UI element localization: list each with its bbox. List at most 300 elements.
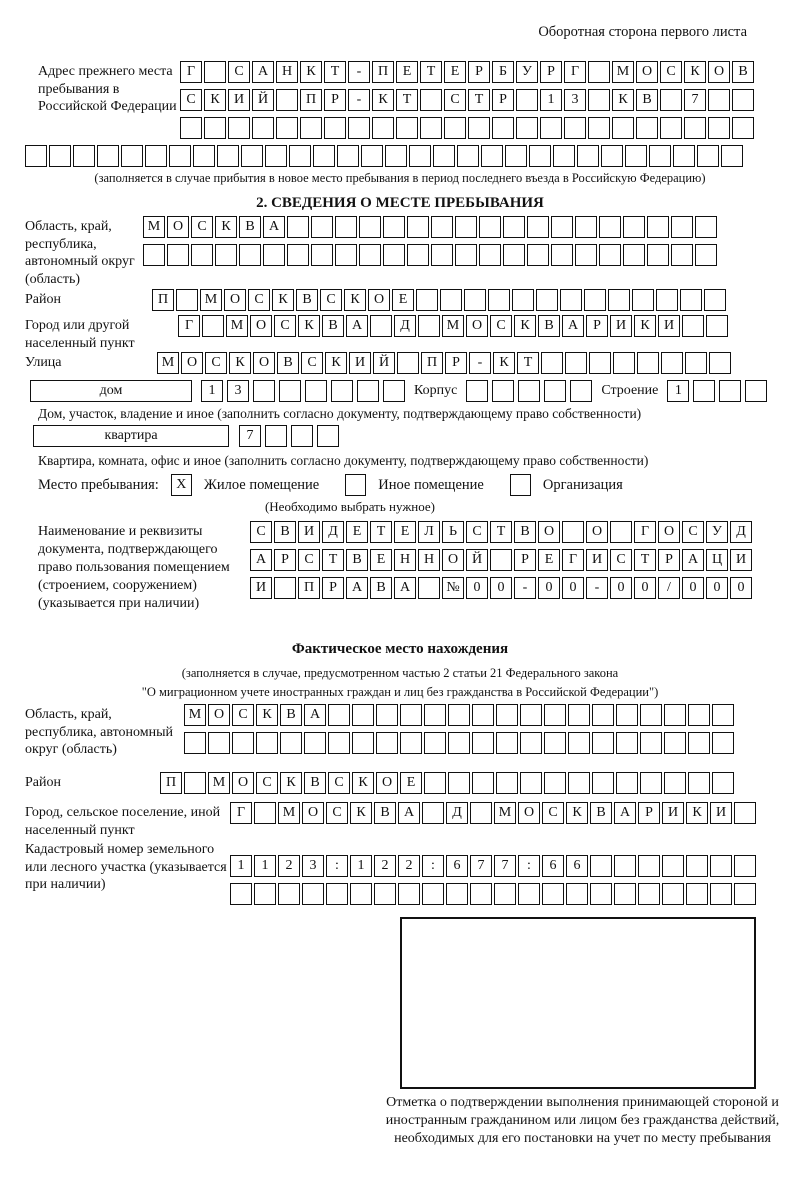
street-label: Улица (25, 355, 62, 370)
char-cell (734, 855, 756, 877)
char-cell: 0 (706, 577, 728, 599)
char-cell (424, 772, 446, 794)
char-cell (374, 883, 396, 905)
char-cell (276, 89, 298, 111)
char-cell: 0 (562, 577, 584, 599)
district-field (25, 289, 775, 311)
char-cell: - (586, 577, 608, 599)
char-cell (553, 145, 575, 167)
char-cell: Г (180, 61, 202, 83)
region-row-1 (143, 216, 717, 238)
char-cell: В (370, 577, 392, 599)
char-cell (568, 704, 590, 726)
char-cell: О (586, 521, 608, 543)
char-cell (317, 425, 339, 447)
char-cell: В (280, 704, 302, 726)
char-cell: С (320, 289, 342, 311)
char-cell: Н (276, 61, 298, 83)
apartment-box-label: квартира (104, 428, 158, 443)
char-cell: Е (394, 521, 416, 543)
prev-address-row-3 (180, 117, 754, 139)
char-cell (494, 883, 516, 905)
char-cell (202, 315, 224, 337)
char-cell (287, 216, 309, 238)
char-cell (420, 117, 442, 139)
char-cell (431, 244, 453, 266)
char-cell (239, 244, 261, 266)
char-cell (184, 772, 206, 794)
char-cell (73, 145, 95, 167)
actual-city-field (25, 802, 775, 839)
char-cell: № (442, 577, 464, 599)
char-cell (335, 244, 357, 266)
char-cell: А (394, 577, 416, 599)
char-cell (592, 772, 614, 794)
char-cell (25, 145, 47, 167)
char-cell: - (348, 61, 370, 83)
char-cell (734, 883, 756, 905)
char-cell (304, 732, 326, 754)
char-cell (496, 704, 518, 726)
actual-location-title: Фактическое место нахождения (291, 641, 509, 657)
char-cell (420, 89, 442, 111)
char-cell: В (277, 352, 299, 374)
char-cell: М (200, 289, 222, 311)
char-cell (640, 704, 662, 726)
char-cell (49, 145, 71, 167)
actual-region-label: Область, край, республика, автономный округ (область) (25, 707, 174, 757)
char-cell: В (274, 521, 296, 543)
char-cell: 0 (490, 577, 512, 599)
char-cell (279, 380, 301, 402)
char-cell (516, 117, 538, 139)
char-cell (230, 883, 252, 905)
char-cell (472, 732, 494, 754)
char-cell (664, 732, 686, 754)
char-cell: С (205, 352, 227, 374)
char-cell: 7 (239, 425, 261, 447)
char-cell (326, 883, 348, 905)
char-cell: И (586, 549, 608, 571)
stay-type-label: Место пребывания: (38, 476, 159, 493)
char-cell (637, 352, 659, 374)
char-cell (376, 732, 398, 754)
char-cell: И (349, 352, 371, 374)
char-cell (712, 772, 734, 794)
char-cell: И (730, 549, 752, 571)
char-cell (710, 883, 732, 905)
char-cell (492, 380, 514, 402)
cadastre-field (25, 839, 775, 911)
char-cell (656, 289, 678, 311)
char-cell (570, 380, 592, 402)
char-cell: К (204, 89, 226, 111)
char-cell (527, 244, 549, 266)
checkbox-residential-mark: X (176, 477, 187, 492)
char-cell: Т (322, 549, 344, 571)
char-cell (376, 704, 398, 726)
char-cell: И (658, 315, 680, 337)
char-cell (686, 855, 708, 877)
char-cell: Т (634, 549, 656, 571)
char-cell (704, 289, 726, 311)
char-cell (217, 145, 239, 167)
char-cell: А (398, 802, 420, 824)
char-cell: В (346, 549, 368, 571)
char-cell: Е (400, 772, 422, 794)
char-cell (265, 145, 287, 167)
char-cell: Д (394, 315, 416, 337)
char-cell: С (191, 216, 213, 238)
char-cell (479, 244, 501, 266)
char-cell (590, 855, 612, 877)
apartment-cells (239, 425, 339, 447)
char-cell (664, 704, 686, 726)
char-cell (516, 89, 538, 111)
char-cell: О (538, 521, 560, 543)
char-cell: 6 (566, 855, 588, 877)
char-cell (324, 117, 346, 139)
char-cell (562, 521, 584, 543)
char-cell: О (708, 61, 730, 83)
char-cell (176, 289, 198, 311)
char-cell (311, 244, 333, 266)
char-cell (359, 216, 381, 238)
char-cell: 6 (542, 855, 564, 877)
apartment-box (33, 425, 229, 447)
cadastre-row-1 (230, 855, 756, 877)
char-cell: И (250, 577, 272, 599)
char-cell (169, 145, 191, 167)
char-cell (623, 244, 645, 266)
actual-district-field (25, 772, 775, 794)
char-cell (350, 883, 372, 905)
char-cell: 1 (540, 89, 562, 111)
stamp-caption: Отметка о подтверждении выполнения принимающей стороной и иностранным гражданином или лицом без гражданства действий, необходимых для его постановки на учет по месту пребывания (385, 1095, 780, 1146)
char-cell: С (542, 802, 564, 824)
char-cell: У (516, 61, 538, 83)
char-cell: О (518, 802, 540, 824)
char-cell (466, 380, 488, 402)
document-row-2 (250, 549, 752, 571)
char-cell (433, 145, 455, 167)
char-cell: О (658, 521, 680, 543)
char-cell (520, 772, 542, 794)
char-cell: 0 (466, 577, 488, 599)
char-cell: Р (274, 549, 296, 571)
char-cell: 1 (254, 855, 276, 877)
char-cell: К (215, 216, 237, 238)
stay-type-row (25, 474, 775, 496)
char-cell: Е (538, 549, 560, 571)
char-cell (647, 244, 669, 266)
char-cell (455, 216, 477, 238)
char-cell (287, 244, 309, 266)
char-cell: Г (230, 802, 252, 824)
char-cell (520, 732, 542, 754)
char-cell (418, 315, 440, 337)
char-cell (623, 216, 645, 238)
char-cell: Т (468, 89, 490, 111)
document-row-1 (250, 521, 752, 543)
prev-address-label: Адрес прежнего места пребывания в Российской Федерации (38, 64, 177, 114)
prev-address-note: (заполняется в случае прибытия в новое место пребывания в период последнего въезда в Российскую Федерацию) (94, 171, 706, 185)
char-cell (660, 89, 682, 111)
char-cell (383, 244, 405, 266)
prev-address-row-2 (180, 89, 754, 111)
char-cell (568, 772, 590, 794)
char-cell: К (298, 315, 320, 337)
char-cell: С (682, 521, 704, 543)
char-cell (601, 145, 623, 167)
char-cell: И (228, 89, 250, 111)
char-cell: М (208, 772, 230, 794)
char-cell: А (346, 315, 368, 337)
char-cell: О (250, 315, 272, 337)
char-cell (684, 117, 706, 139)
char-cell: С (248, 289, 270, 311)
char-cell: Д (322, 521, 344, 543)
char-cell (184, 732, 206, 754)
char-cell (612, 117, 634, 139)
char-cell (664, 772, 686, 794)
char-cell: К (280, 772, 302, 794)
char-cell (398, 883, 420, 905)
section2-title: 2. СВЕДЕНИЯ О МЕСТЕ ПРЕБЫВАНИЯ (256, 195, 544, 211)
char-cell: Р (514, 549, 536, 571)
char-cell (145, 145, 167, 167)
char-cell (682, 315, 704, 337)
char-cell (472, 704, 494, 726)
korpus-cells (466, 380, 592, 402)
char-cell (732, 117, 754, 139)
region-row-2 (143, 244, 717, 266)
char-cell: В (732, 61, 754, 83)
char-cell: Д (730, 521, 752, 543)
char-cell: В (322, 315, 344, 337)
char-cell: К (612, 89, 634, 111)
actual-city-label: Город, сельское поселение, иной населенный пункт (25, 805, 221, 838)
char-cell: О (376, 772, 398, 794)
char-cell (662, 855, 684, 877)
char-cell: К (514, 315, 536, 337)
char-cell: 0 (538, 577, 560, 599)
char-cell: С (660, 61, 682, 83)
char-cell (302, 883, 324, 905)
char-cell (208, 732, 230, 754)
char-cell: 0 (634, 577, 656, 599)
char-cell: К (272, 289, 294, 311)
char-cell (518, 380, 540, 402)
char-cell (372, 117, 394, 139)
char-cell (143, 244, 165, 266)
char-cell: К (229, 352, 251, 374)
char-cell (697, 145, 719, 167)
char-cell: Г (634, 521, 656, 543)
char-cell (385, 145, 407, 167)
char-cell (695, 244, 717, 266)
char-cell: С (232, 704, 254, 726)
char-cell (383, 380, 405, 402)
char-cell (232, 732, 254, 754)
char-cell (431, 216, 453, 238)
char-cell (732, 89, 754, 111)
char-cell (695, 216, 717, 238)
char-cell: Н (418, 549, 440, 571)
char-cell: К (300, 61, 322, 83)
char-cell: В (296, 289, 318, 311)
char-cell (599, 244, 621, 266)
char-cell: С (228, 61, 250, 83)
char-cell: В (636, 89, 658, 111)
char-cell (536, 289, 558, 311)
char-cell (616, 704, 638, 726)
char-cell (457, 145, 479, 167)
char-cell: К (686, 802, 708, 824)
char-cell (734, 802, 756, 824)
char-cell: Р (468, 61, 490, 83)
char-cell: С (274, 315, 296, 337)
char-cell (407, 216, 429, 238)
char-cell (335, 216, 357, 238)
char-cell (97, 145, 119, 167)
char-cell: А (250, 549, 272, 571)
checkbox-organization (510, 474, 531, 496)
char-cell: / (658, 577, 680, 599)
char-cell (614, 855, 636, 877)
char-cell (616, 732, 638, 754)
char-cell (424, 704, 446, 726)
char-cell (263, 244, 285, 266)
char-cell (397, 352, 419, 374)
char-cell: О (368, 289, 390, 311)
char-cell (416, 289, 438, 311)
char-cell (544, 772, 566, 794)
char-cell (706, 315, 728, 337)
document-rows (250, 521, 752, 599)
char-cell (278, 883, 300, 905)
char-cell: : (326, 855, 348, 877)
char-cell (589, 352, 611, 374)
char-cell (228, 117, 250, 139)
char-cell (470, 883, 492, 905)
char-cell: - (348, 89, 370, 111)
actual-location-note-2: "О миграционном учете иностранных граждан и лиц без гражданства в Российской Федерации") (141, 685, 659, 699)
char-cell (710, 855, 732, 877)
char-cell (256, 732, 278, 754)
char-cell: О (636, 61, 658, 83)
char-cell (529, 145, 551, 167)
char-cell (608, 289, 630, 311)
apartment-row (25, 425, 775, 447)
page-side-note: Оборотная сторона первого листа (538, 24, 747, 40)
char-cell (468, 117, 490, 139)
stroenie-cells (667, 380, 767, 402)
char-cell: 0 (730, 577, 752, 599)
char-cell (503, 244, 525, 266)
char-cell: С (298, 549, 320, 571)
char-cell: Д (446, 802, 468, 824)
char-cell (709, 352, 731, 374)
document-row-3 (250, 577, 752, 599)
char-cell: П (160, 772, 182, 794)
char-cell: 3 (564, 89, 586, 111)
actual-district-label: Район (25, 775, 61, 790)
char-cell: 0 (610, 577, 632, 599)
char-cell: Л (418, 521, 440, 543)
char-cell: 7 (494, 855, 516, 877)
char-cell: 2 (374, 855, 396, 877)
char-cell: И (710, 802, 732, 824)
char-cell (400, 732, 422, 754)
char-cell (610, 521, 632, 543)
char-cell: Б (492, 61, 514, 83)
char-cell (204, 61, 226, 83)
char-cell: 3 (227, 380, 249, 402)
char-cell: Р (445, 352, 467, 374)
char-cell: О (302, 802, 324, 824)
char-cell: П (421, 352, 443, 374)
char-cell (540, 117, 562, 139)
char-cell: Р (492, 89, 514, 111)
char-cell: А (614, 802, 636, 824)
char-cell (348, 117, 370, 139)
char-cell: К (684, 61, 706, 83)
char-cell: К (566, 802, 588, 824)
char-cell: М (612, 61, 634, 83)
char-cell: К (344, 289, 366, 311)
char-cell: Г (564, 61, 586, 83)
char-cell: Е (444, 61, 466, 83)
char-cell (505, 145, 527, 167)
char-cell: А (682, 549, 704, 571)
char-cell: О (442, 549, 464, 571)
stroenie-label: Строение (601, 383, 659, 398)
actual-region-row-1 (184, 704, 734, 726)
char-cell: У (706, 521, 728, 543)
char-cell (719, 380, 741, 402)
prev-address-row-1 (180, 61, 754, 83)
house-box-label: дом (99, 383, 123, 398)
city-field (25, 315, 775, 352)
char-cell (396, 117, 418, 139)
char-cell (590, 883, 612, 905)
char-cell (640, 772, 662, 794)
char-cell (662, 883, 684, 905)
char-cell (636, 117, 658, 139)
char-cell (488, 289, 510, 311)
char-cell (331, 380, 353, 402)
char-cell: П (372, 61, 394, 83)
cadastre-row-2 (230, 883, 756, 905)
char-cell: М (278, 802, 300, 824)
char-cell: С (444, 89, 466, 111)
char-cell: Т (420, 61, 442, 83)
char-cell (688, 732, 710, 754)
char-cell: К (325, 352, 347, 374)
char-cell: С (301, 352, 323, 374)
actual-district-row (160, 772, 734, 794)
char-cell (472, 772, 494, 794)
char-cell: Н (394, 549, 416, 571)
option-label-residential: Жилое помещение (203, 476, 320, 493)
char-cell: Р (586, 315, 608, 337)
char-cell: Т (370, 521, 392, 543)
char-cell: В (538, 315, 560, 337)
char-cell: Р (324, 89, 346, 111)
char-cell (638, 855, 660, 877)
house-number-cells (201, 380, 405, 402)
